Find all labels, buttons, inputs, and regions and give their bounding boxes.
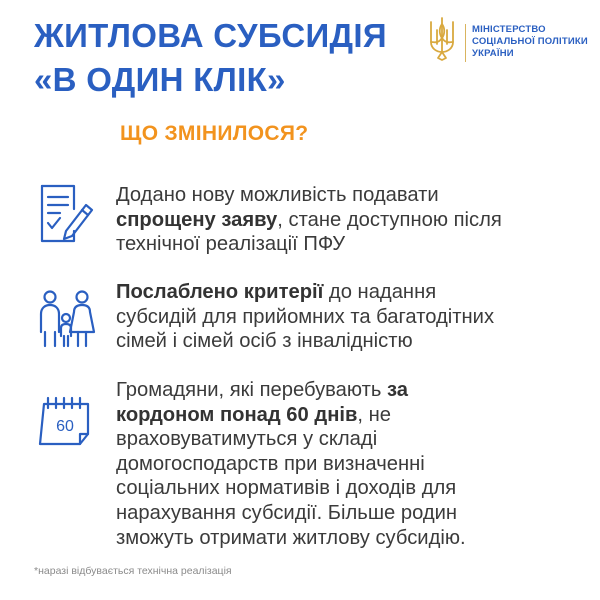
item-line: домогосподарств при визначенні <box>116 452 425 475</box>
title-line-2: «В ОДИН КЛІК» <box>34 61 286 98</box>
calendar-60-icon <box>36 394 96 448</box>
title-line-1: ЖИТЛОВА СУБСИДІЯ <box>34 17 387 54</box>
ministry-logo <box>428 14 593 74</box>
item-highlight: кордоном понад 60 днів <box>116 403 358 426</box>
item-line: зможуть отримати житлову субсидію. <box>116 526 466 549</box>
ministry-line-3: УКРАЇНИ <box>472 48 514 59</box>
item-text <box>116 280 586 354</box>
item-line <box>116 403 586 428</box>
footnote: *наразі відбувається технічна реалізація <box>34 565 232 577</box>
item-line: нарахування субсидії. Більше родин <box>116 501 458 524</box>
item-line <box>116 208 586 233</box>
item-line-rest: , не <box>357 403 391 426</box>
item-highlight: спрощену заяву <box>116 208 278 231</box>
ministry-name <box>472 24 588 60</box>
item-highlight: за <box>386 379 408 401</box>
section-subtitle: ЩО ЗМІНИЛОСЯ? <box>120 122 309 145</box>
item-line: субсидій для прийомних та багатодітних <box>116 305 495 328</box>
item-text <box>116 183 586 257</box>
family-icon <box>36 288 98 350</box>
page-title <box>34 14 387 102</box>
item-line: соціальних нормативів і доходів для <box>116 477 457 500</box>
item-text <box>116 378 586 550</box>
item-line-rest: , стане доступною після <box>277 208 502 231</box>
item-highlight: Послаблено критерії <box>116 281 324 303</box>
logo-divider <box>465 24 466 62</box>
item-line <box>116 378 586 403</box>
ministry-line-1: МІНІСТЕРСТВО <box>472 24 546 35</box>
item-line: враховуватимуться у складі <box>116 428 378 451</box>
item-line: технічної реалізації ПФУ <box>116 233 346 256</box>
trident-emblem-icon <box>428 16 456 62</box>
document-signature-icon <box>36 183 96 245</box>
item-line: Додано нову можливість подавати <box>116 184 439 206</box>
ministry-line-2: СОЦІАЛЬНОЇ ПОЛІТИКИ <box>472 36 588 47</box>
item-line-rest: до надання <box>323 281 437 303</box>
item-line: сімей і сімей осіб з інвалідністю <box>116 330 413 353</box>
item-line <box>116 280 586 305</box>
item-line-start: Громадяни, які перебувають <box>116 379 387 401</box>
calendar-number: 60 <box>56 418 74 435</box>
